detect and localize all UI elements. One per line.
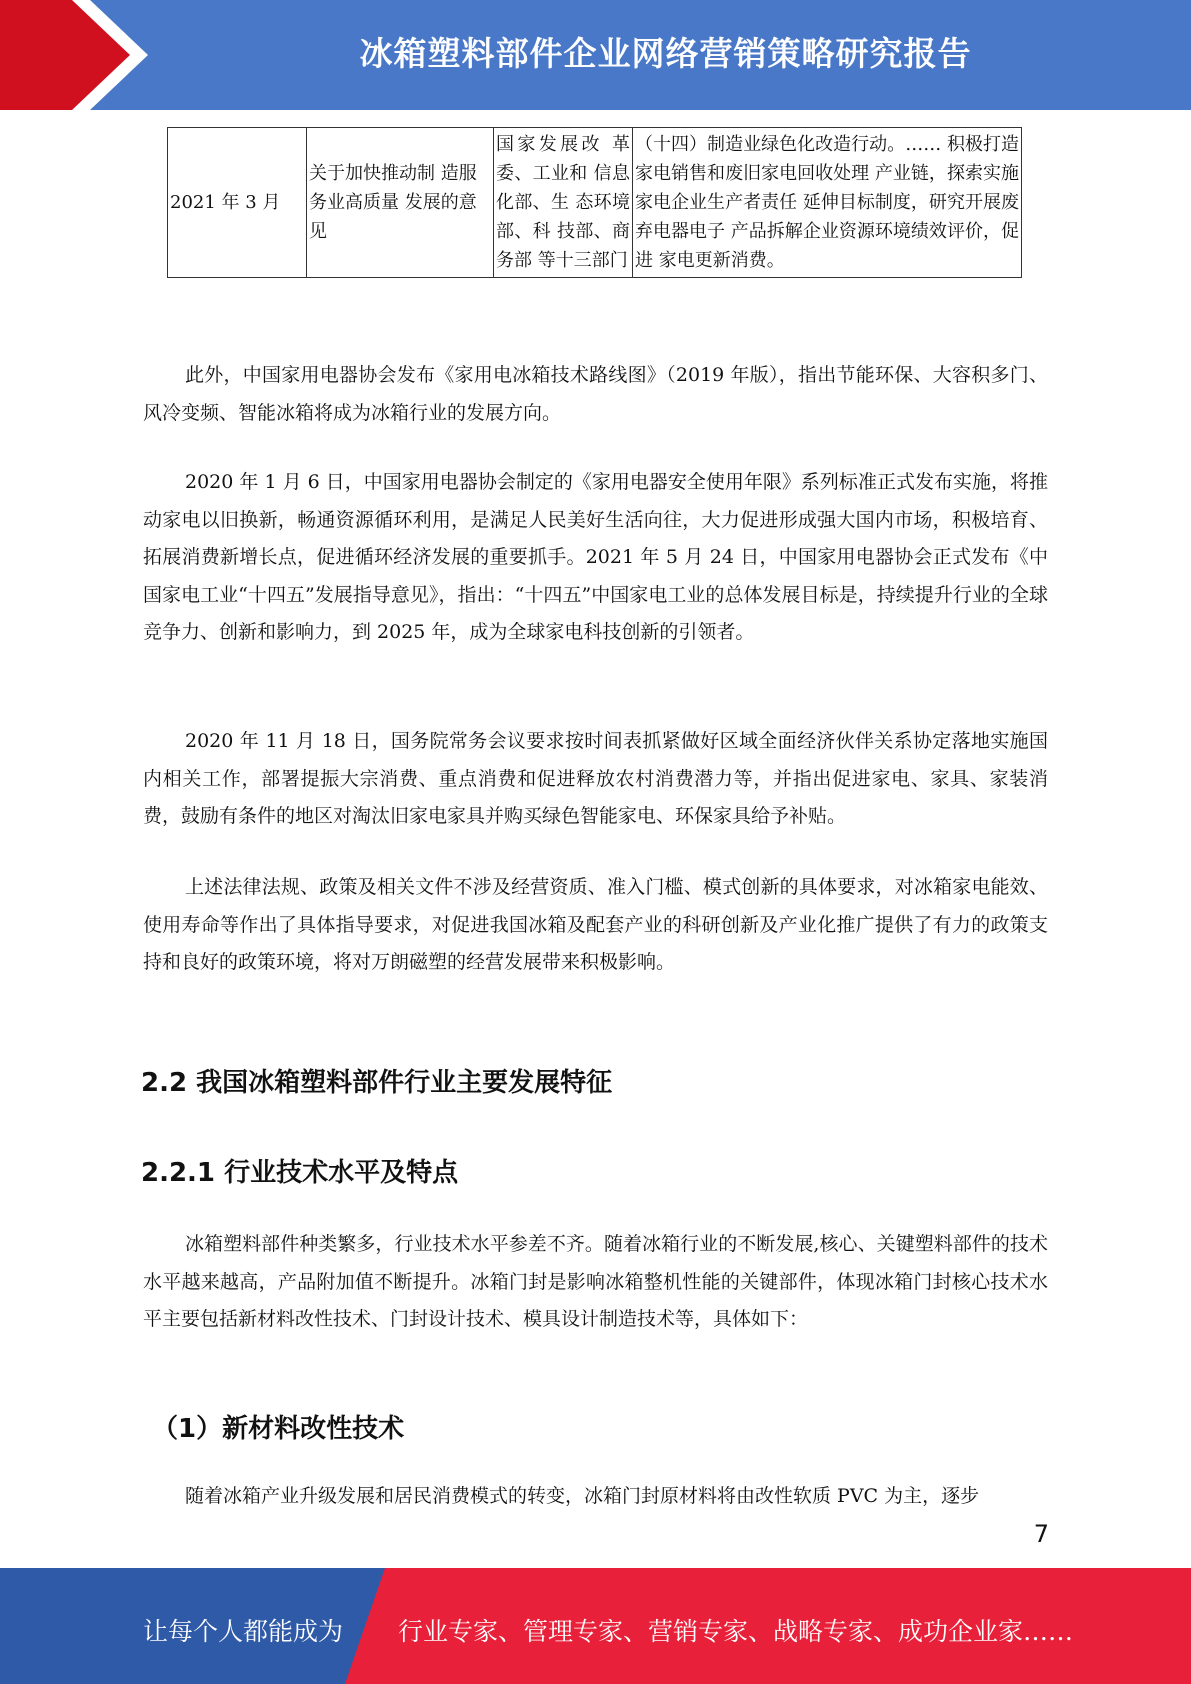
policy-document-name: 关于加快推动制 造服务业高质量 发展的意见 — [307, 128, 494, 278]
paragraph-state-council-meeting: 2020 年 11 月 18 日，国务院常务会议要求按时间表抓紧做好区域全面经济伙伴关系协定落地实施国内相关工作，部署提振大宗消费、重点消费和促进释放农村消费潜力等，并指出促进家电、家具、家装消费，鼓励有条件的地区对淘汰旧家电家具并购买绿色智能家电、环保家具给予补贴。 — [143, 730, 1048, 827]
table-row — [168, 128, 1022, 278]
policy-date: 2021 年 3 月 — [168, 128, 307, 278]
subheading-new-material: （1）新材料改性技术 — [152, 1414, 405, 1444]
paragraph-industry-technology: 冰箱塑料部件种类繁多，行业技术水平参差不齐。随着冰箱行业的不断发展,核心、关键塑料部件的技术水平越来越高，产品附加值不断提升。冰箱门封是影响冰箱整机性能的关键部件，体现冰箱门封核心技术水平主要包括新材料改性技术、门封设计技术、模具设计制造技术等，具体如下： — [143, 1233, 1048, 1330]
paragraph-appliance-safety-standard: 2020 年 1 月 6 日，中国家用电器协会制定的《家用电器安全使用年限》系列标准正式发布实施，将推动家电以旧换新，畅通资源循环利用，是满足人民美好生活向往，大力促进形成强大国内市场，积极培育、拓展消费新增长点，促进循环经济发展的重要抓手。2021 年 5 月 24 日，中国家用电器协会正式发布《中国家电工业“十四五”发展指导意见》，指出：“十四五”中国家电工业的总体发展目标是，持续提升行业的全球竞争力、创新和影响力，到 2025 年，成为全球家电科技创新的引领者。 — [143, 471, 1048, 643]
paragraph-refrigerator-roadmap: 此外，中国家用电器协会发布《家用电冰箱技术路线图》（2019 年版），指出节能环保、大容积多门、风冷变频、智能冰箱将成为冰箱行业的发展方向。 — [143, 364, 1048, 424]
policy-content: （十四）制造业绿色化改造行动。…… 积极打造家电销售和废旧家电回收处理 产业链，探索实施家电企业生产者责任 延伸目标制度，研究开展废弃电器电子 产品拆解企业资源环境绩效评价，促进 家电更新消费。 — [633, 128, 1022, 278]
page-number: 7 — [1033, 1520, 1049, 1548]
section-heading-2-2-1: 2.2.1 行业技术水平及特点 — [141, 1158, 459, 1188]
policy-issuer: 国家发展改 革委、工业和 信息化部、生 态环境部、科 技部、商务部 等十三部门 — [494, 128, 633, 278]
page-header — [0, 0, 1191, 110]
section-heading-2-2: 2.2 我国冰箱塑料部件行业主要发展特征 — [141, 1068, 613, 1098]
policy-table — [167, 127, 1022, 278]
footer-slogan-left: 让每个人都能成为 — [143, 1617, 344, 1646]
page-footer — [0, 1568, 1191, 1684]
paragraph-material-upgrade: 随着冰箱产业升级发展和居民消费模式的转变，冰箱门封原材料将由改性软质 PVC 为主，逐步 — [185, 1485, 980, 1507]
footer-slogan-right: 行业专家、管理专家、营销专家、战略专家、成功企业家…… — [398, 1617, 1074, 1646]
paragraph-policy-summary: 上述法律法规、政策及相关文件不涉及经营资质、准入门槛、模式创新的具体要求，对冰箱家电能效、使用寿命等作出了具体指导要求，对促进我国冰箱及配套产业的科研创新及产业化推广提供了有力的政策支持和良好的政策环境，将对万朗磁塑的经营发展带来积极影响。 — [143, 876, 1048, 973]
report-title: 冰箱塑料部件企业网络营销策略研究报告 — [359, 34, 972, 73]
